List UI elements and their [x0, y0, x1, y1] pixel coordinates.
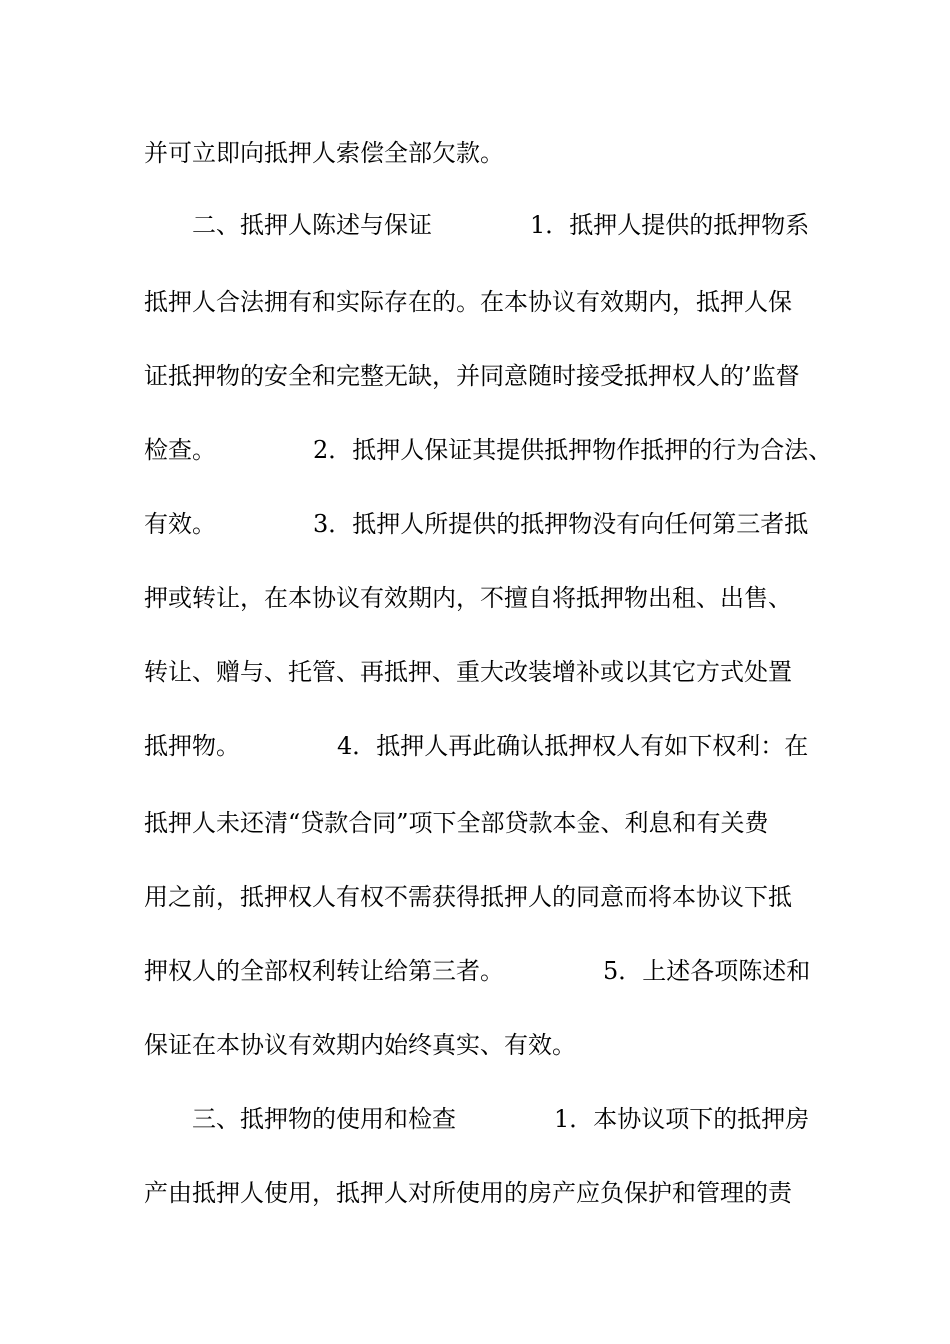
text-line — [0, 133, 950, 173]
text-line — [0, 877, 950, 917]
text-segment: 用之前，抵押权人有权不需获得抵押人的同意而将本协议下抵 — [144, 883, 792, 911]
text-segment: 检查。 — [144, 436, 216, 464]
text-segment: 抵押人合法拥有和实际存在的。在本协议有效期内，抵押人保 — [144, 288, 792, 316]
clause-text: 1．抵押人提供的抵押物系 — [530, 211, 810, 239]
clause-text: 5．上述各项陈述和 — [603, 957, 811, 985]
section-heading-line — [0, 205, 950, 245]
text-line — [0, 1025, 950, 1065]
text-segment: 押或转让，在本协议有效期内，不擅自将抵押物出租、出售、 — [144, 584, 792, 612]
text-segment: 并可立即向抵押人索偿全部欠款。 — [144, 139, 504, 167]
clause-text: 1．本协议项下的抵押房 — [554, 1105, 810, 1133]
text-line — [0, 356, 950, 396]
section-heading-line — [0, 1099, 950, 1139]
clause-text: 3．抵押人所提供的抵押物没有向任何第三者抵 — [313, 510, 809, 538]
text-line — [0, 504, 950, 544]
text-line — [0, 726, 950, 766]
text-line — [0, 652, 950, 692]
section-heading: 二、抵押人陈述与保证 — [192, 211, 432, 239]
text-segment: 证抵押物的安全和完整无缺，并同意随时接受抵押权人的’监督 — [144, 362, 800, 390]
section-heading: 三、抵押物的使用和检查 — [192, 1105, 456, 1133]
text-segment: 有效。 — [144, 510, 216, 538]
clause-text: 2．抵押人保证其提供抵押物作抵押的行为合法、 — [313, 436, 833, 464]
text-line — [0, 578, 950, 618]
text-segment: 保证在本协议有效期内始终真实、有效。 — [144, 1031, 576, 1059]
text-line — [0, 1173, 950, 1213]
clause-text: 4．抵押人再此确认抵押权人有如下权利：在 — [337, 732, 809, 760]
text-line — [0, 430, 950, 470]
text-segment: 转让、赠与、托管、再抵押、重大改装增补或以其它方式处置 — [144, 658, 792, 686]
text-line — [0, 282, 950, 322]
text-line — [0, 951, 950, 991]
text-segment: 押权人的全部权利转让给第三者。 — [144, 957, 504, 985]
text-segment: 抵押人未还清“贷款合同”项下全部贷款本金、利息和有关费 — [144, 809, 769, 837]
text-segment: 产由抵押人使用，抵押人对所使用的房产应负保护和管理的责 — [144, 1179, 792, 1207]
text-line — [0, 803, 950, 843]
text-segment: 抵押物。 — [144, 732, 240, 760]
